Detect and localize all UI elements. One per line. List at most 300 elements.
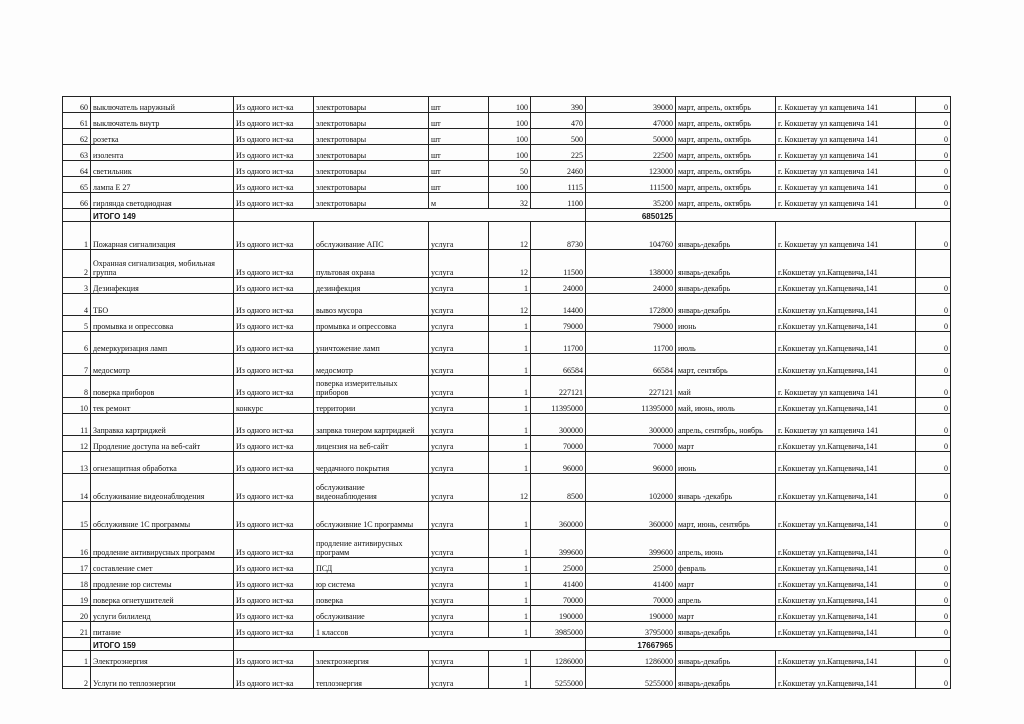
item-name: обслуживние 1С программы [91,502,234,530]
delivery-period: март, апрель, октябрь [676,129,776,145]
table-row [63,332,951,354]
delivery-place: г.Кокшетау ул.Капцевича,141 [776,354,916,376]
row-number: 7 [63,354,91,376]
item-description: электротовары [314,193,429,209]
quantity: 100 [489,177,531,193]
delivery-place: г.Кокшетау ул.Капцевича,141 [776,398,916,414]
trailing-value: 0 [916,177,951,193]
quantity: 1 [489,530,531,558]
item-description: электротовары [314,161,429,177]
unit-price: 1286000 [531,651,586,667]
table-row [63,145,951,161]
total-sum: 25000 [586,558,676,574]
quantity: 1 [489,332,531,354]
total-sum: 70000 [586,436,676,452]
unit-price: 190000 [531,606,586,622]
table-row [63,502,951,530]
delivery-period: январь-декабрь [676,250,776,278]
total-row [63,638,951,651]
trailing-value: 0 [916,414,951,436]
procurement-method: Из одного ист-ка [234,332,314,354]
item-description: уничтожение ламп [314,332,429,354]
delivery-place: г.Кокшетау ул.Капцевича,141 [776,667,916,689]
row-number: 60 [63,97,91,113]
total-sum: 41400 [586,574,676,590]
unit-price: 360000 [531,502,586,530]
total-sum: 24000 [586,278,676,294]
delivery-place: г. Кокшетау ул капцевича 141 [776,113,916,129]
delivery-period: январь-декабрь [676,278,776,294]
quantity: 12 [489,222,531,250]
item-name: питание [91,622,234,638]
item-description: поверка [314,590,429,606]
table-row [63,294,951,316]
delivery-place: г.Кокшетау ул.Капцевича,141 [776,332,916,354]
unit-of-measure: услуга [429,590,489,606]
procurement-method: Из одного ист-ка [234,452,314,474]
row-number: 16 [63,530,91,558]
procurement-method: Из одного ист-ка [234,376,314,398]
quantity: 1 [489,414,531,436]
table-row [63,414,951,436]
quantity: 1 [489,354,531,376]
delivery-place: г.Кокшетау ул.Капцевича,141 [776,474,916,502]
table-row [63,651,951,667]
total-sum: 172800 [586,294,676,316]
delivery-place: г.Кокшетау ул.Капцевича,141 [776,622,916,638]
delivery-place: г. Кокшетау ул капцевича 141 [776,222,916,250]
table-row [63,574,951,590]
item-name: обслуживание видеонаблюдения [91,474,234,502]
delivery-place: г. Кокшетау ул капцевича 141 [776,129,916,145]
delivery-period: январь-декабрь [676,222,776,250]
delivery-period: март [676,436,776,452]
total-sum: 227121 [586,376,676,398]
unit-price: 1115 [531,177,586,193]
trailing-value: 0 [916,332,951,354]
item-description: пультовая охрана [314,250,429,278]
delivery-period: март [676,606,776,622]
total-sum: 399600 [586,530,676,558]
row-number: 20 [63,606,91,622]
delivery-place: г.Кокшетау ул.Капцевича,141 [776,294,916,316]
table-row [63,667,951,689]
unit-of-measure: услуга [429,294,489,316]
unit-price: 70000 [531,590,586,606]
unit-price: 3985000 [531,622,586,638]
total-sum: 102000 [586,474,676,502]
row-number: 2 [63,667,91,689]
trailing-value: 0 [916,193,951,209]
delivery-place: г. Кокшетау ул капцевича 141 [776,193,916,209]
trailing-value: 0 [916,574,951,590]
delivery-place: г.Кокшетау ул.Капцевича,141 [776,250,916,278]
unit-of-measure: шт [429,177,489,193]
unit-price: 2460 [531,161,586,177]
total-sum: 66584 [586,354,676,376]
item-description: промывка и опрессовка [314,316,429,332]
item-name: Охранная сигнализация, мобильная группа [91,250,234,278]
procurement-method: Из одного ист-ка [234,193,314,209]
quantity: 1 [489,606,531,622]
item-description: чердачного покрытия [314,452,429,474]
item-description: лицензия на веб-сайт [314,436,429,452]
row-number: 18 [63,574,91,590]
item-description: обслуживние 1С программы [314,502,429,530]
row-number: 1 [63,651,91,667]
trailing-value: 0 [916,113,951,129]
item-description: поверка измерительных приборов [314,376,429,398]
quantity: 1 [489,558,531,574]
unit-price: 70000 [531,436,586,452]
total-blank-cell [63,209,91,222]
unit-of-measure: услуга [429,354,489,376]
unit-of-measure: услуга [429,376,489,398]
delivery-period: январь-декабрь [676,622,776,638]
quantity: 1 [489,436,531,452]
delivery-period: май, июнь, июль [676,398,776,414]
trailing-value: 0 [916,651,951,667]
unit-price: 500 [531,129,586,145]
table-row [63,452,951,474]
row-number: 61 [63,113,91,129]
item-name: Продление доступа на веб-сайт [91,436,234,452]
item-name: поверка огнетушителей [91,590,234,606]
delivery-place: г. Кокшетау ул капцевича 141 [776,376,916,398]
table-row [63,606,951,622]
unit-price: 11500 [531,250,586,278]
row-number: 12 [63,436,91,452]
item-name: Заправка картриджей [91,414,234,436]
quantity: 1 [489,651,531,667]
unit-of-measure: м [429,193,489,209]
unit-of-measure: услуга [429,250,489,278]
item-name: услуги билиленд [91,606,234,622]
delivery-period: апрель, июнь [676,530,776,558]
trailing-value: 0 [916,129,951,145]
delivery-period: март, июнь, сентябрь [676,502,776,530]
delivery-period: январь-декабрь [676,667,776,689]
table-row [63,177,951,193]
item-name: Услуги по теплоэнергии [91,667,234,689]
row-number: 4 [63,294,91,316]
row-number: 17 [63,558,91,574]
procurement-method: Из одного ист-ка [234,316,314,332]
total-sum: 17667965 [586,638,676,651]
table-row [63,129,951,145]
item-name: продление антивирусных программ [91,530,234,558]
quantity: 100 [489,145,531,161]
quantity: 12 [489,294,531,316]
total-sum: 39000 [586,97,676,113]
delivery-place: г. Кокшетау ул капцевича 141 [776,145,916,161]
trailing-value: 0 [916,376,951,398]
unit-of-measure: услуга [429,316,489,332]
total-sum: 138000 [586,250,676,278]
unit-of-measure: услуга [429,558,489,574]
item-description: электротовары [314,177,429,193]
unit-of-measure: услуга [429,414,489,436]
unit-of-measure: услуга [429,667,489,689]
unit-price: 11395000 [531,398,586,414]
item-description: электротовары [314,145,429,161]
procurement-method: Из одного ист-ка [234,651,314,667]
item-description: электротовары [314,113,429,129]
delivery-place: г.Кокшетау ул.Капцевича,141 [776,436,916,452]
unit-price: 1100 [531,193,586,209]
total-blank-cell [676,209,951,222]
item-description: электротовары [314,97,429,113]
table-row [63,250,951,278]
total-sum: 190000 [586,606,676,622]
unit-of-measure: услуга [429,502,489,530]
quantity: 50 [489,161,531,177]
unit-of-measure: услуга [429,622,489,638]
table-row [63,622,951,638]
unit-of-measure: услуга [429,530,489,558]
item-name: лампа Е 27 [91,177,234,193]
unit-price: 79000 [531,316,586,332]
unit-price: 66584 [531,354,586,376]
table-row [63,161,951,177]
delivery-period: январь -декабрь [676,474,776,502]
row-number: 10 [63,398,91,414]
procurement-method: Из одного ист-ка [234,250,314,278]
procurement-method: Из одного ист-ка [234,667,314,689]
total-sum: 70000 [586,590,676,606]
row-number: 2 [63,250,91,278]
row-number: 62 [63,129,91,145]
item-description: запрвка тонером картриджей [314,414,429,436]
delivery-period: февраль [676,558,776,574]
total-sum: 50000 [586,129,676,145]
unit-price: 8730 [531,222,586,250]
item-name: поверка приборов [91,376,234,398]
row-number: 5 [63,316,91,332]
total-sum: 11700 [586,332,676,354]
unit-price: 227121 [531,376,586,398]
trailing-value: 0 [916,354,951,376]
trailing-value: 0 [916,502,951,530]
item-description: вывоз мусора [314,294,429,316]
item-name: изолента [91,145,234,161]
row-number: 64 [63,161,91,177]
procurement-method: Из одного ист-ка [234,129,314,145]
delivery-period: июль [676,332,776,354]
unit-of-measure: услуга [429,222,489,250]
unit-price: 399600 [531,530,586,558]
delivery-period: май [676,376,776,398]
table-row [63,376,951,398]
table-row [63,398,951,414]
procurement-method: Из одного ист-ка [234,574,314,590]
total-sum: 47000 [586,113,676,129]
table-row [63,474,951,502]
row-number: 1 [63,222,91,250]
total-label: ИТОГО 149 [91,209,234,222]
row-number: 14 [63,474,91,502]
delivery-place: г.Кокшетау ул.Капцевича,141 [776,316,916,332]
row-number: 21 [63,622,91,638]
table-body [63,97,951,689]
trailing-value: 0 [916,161,951,177]
total-blank-cell [676,638,951,651]
delivery-period: март, апрель, октябрь [676,193,776,209]
procurement-method: Из одного ист-ка [234,474,314,502]
item-name: демеркуризация ламп [91,332,234,354]
total-sum: 22500 [586,145,676,161]
procurement-method: Из одного ист-ка [234,278,314,294]
total-sum: 96000 [586,452,676,474]
unit-of-measure: шт [429,113,489,129]
quantity: 12 [489,250,531,278]
total-sum: 11395000 [586,398,676,414]
delivery-place: г.Кокшетау ул.Капцевича,141 [776,651,916,667]
delivery-place: г.Кокшетау ул.Капцевича,141 [776,502,916,530]
item-description: территории [314,398,429,414]
row-number: 15 [63,502,91,530]
unit-of-measure: услуга [429,398,489,414]
procurement-method: конкурс [234,398,314,414]
item-description: обслуживание видеонаблюдения [314,474,429,502]
item-description: электротовары [314,129,429,145]
quantity: 1 [489,316,531,332]
delivery-period: март, апрель, октябрь [676,113,776,129]
trailing-value: 0 [916,530,951,558]
item-description: медосмотр [314,354,429,376]
trailing-value: 0 [916,622,951,638]
quantity: 1 [489,622,531,638]
total-blank-cell [234,209,586,222]
procurement-method: Из одного ист-ка [234,558,314,574]
procurement-method: Из одного ист-ка [234,113,314,129]
delivery-period: июнь [676,452,776,474]
delivery-period: июнь [676,316,776,332]
item-name: Дезинфекция [91,278,234,294]
item-description: обслуживание [314,606,429,622]
total-sum: 111500 [586,177,676,193]
total-sum: 104760 [586,222,676,250]
total-row [63,209,951,222]
table-row [63,113,951,129]
delivery-period: март, апрель, октябрь [676,97,776,113]
unit-price: 24000 [531,278,586,294]
total-sum: 360000 [586,502,676,530]
quantity: 1 [489,452,531,474]
item-description: юр система [314,574,429,590]
item-description: электроэнергия [314,651,429,667]
delivery-period: март, апрель, октябрь [676,145,776,161]
item-name: Пожарная сигнализация [91,222,234,250]
trailing-value: 0 [916,222,951,250]
row-number: 8 [63,376,91,398]
table-row [63,97,951,113]
delivery-period: март, апрель, октябрь [676,177,776,193]
item-name: промывка и опрессовка [91,316,234,332]
delivery-period: март, сентябрь [676,354,776,376]
total-blank-cell [234,638,586,651]
unit-price: 8500 [531,474,586,502]
row-number: 65 [63,177,91,193]
total-sum: 123000 [586,161,676,177]
table-row [63,590,951,606]
unit-price: 390 [531,97,586,113]
total-sum: 5255000 [586,667,676,689]
total-sum: 35200 [586,193,676,209]
quantity: 1 [489,278,531,294]
trailing-value: 0 [916,606,951,622]
delivery-place: г.Кокшетау ул.Капцевича,141 [776,278,916,294]
delivery-place: г. Кокшетау ул капцевича 141 [776,414,916,436]
unit-price: 225 [531,145,586,161]
procurement-method: Из одного ист-ка [234,502,314,530]
quantity: 1 [489,574,531,590]
unit-price: 96000 [531,452,586,474]
procurement-method: Из одного ист-ка [234,222,314,250]
quantity: 1 [489,590,531,606]
item-name: медосмотр [91,354,234,376]
total-sum: 3795000 [586,622,676,638]
unit-price: 25000 [531,558,586,574]
table-row [63,558,951,574]
quantity: 100 [489,129,531,145]
table-row [63,316,951,332]
quantity: 100 [489,97,531,113]
delivery-place: г.Кокшетау ул.Капцевича,141 [776,558,916,574]
quantity: 1 [489,376,531,398]
unit-price: 14400 [531,294,586,316]
delivery-period: март [676,574,776,590]
quantity: 1 [489,502,531,530]
unit-of-measure: шт [429,129,489,145]
procurement-method: Из одного ист-ка [234,622,314,638]
delivery-place: г.Кокшетау ул.Капцевича,141 [776,452,916,474]
quantity: 12 [489,474,531,502]
trailing-value: 0 [916,452,951,474]
procurement-method: Из одного ист-ка [234,354,314,376]
procurement-method: Из одного ист-ка [234,294,314,316]
unit-of-measure: услуга [429,474,489,502]
item-description: 1 классов [314,622,429,638]
row-number: 63 [63,145,91,161]
row-number: 6 [63,332,91,354]
table-row [63,222,951,250]
row-number: 66 [63,193,91,209]
item-name: составление смет [91,558,234,574]
delivery-period: март, апрель, октябрь [676,161,776,177]
table-row [63,278,951,294]
procurement-method: Из одного ист-ка [234,97,314,113]
trailing-value: 0 [916,558,951,574]
table-row [63,530,951,558]
item-name: огнезащитная обработка [91,452,234,474]
delivery-period: апрель [676,590,776,606]
procurement-method: Из одного ист-ка [234,414,314,436]
delivery-place: г. Кокшетау ул капцевича 141 [776,97,916,113]
unit-of-measure: услуга [429,278,489,294]
procurement-method: Из одного ист-ка [234,145,314,161]
unit-of-measure: услуга [429,606,489,622]
unit-price: 300000 [531,414,586,436]
trailing-value: 0 [916,590,951,606]
unit-of-measure: услуга [429,452,489,474]
total-sum: 6850125 [586,209,676,222]
procurement-method: Из одного ист-ка [234,177,314,193]
trailing-value: 0 [916,97,951,113]
trailing-value: 0 [916,316,951,332]
item-name: ТБО [91,294,234,316]
delivery-place: г. Кокшетау ул капцевича 141 [776,161,916,177]
